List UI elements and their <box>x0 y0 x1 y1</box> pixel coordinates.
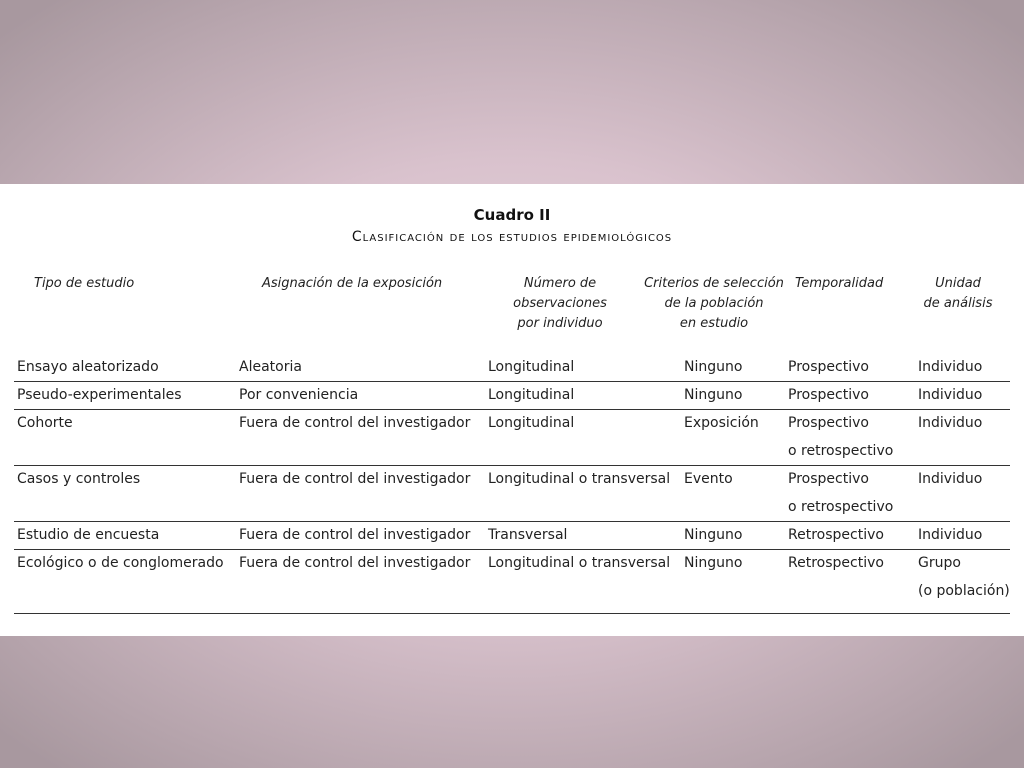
row-tipo: Ecológico o de conglomerado <box>17 555 224 571</box>
row-numero: Longitudinal <box>488 415 575 431</box>
row-temporalidad: Prospectivo <box>788 359 869 375</box>
table-row <box>14 409 1010 465</box>
row-numero: Longitudinal o transversal <box>488 555 671 571</box>
header-criterios <box>644 274 784 334</box>
table-panel <box>0 184 1024 636</box>
row-unidad: Individuo <box>918 471 983 487</box>
header-criterios-line: en estudio <box>679 316 749 331</box>
table-row <box>14 381 1010 409</box>
table-title: Cuadro II <box>473 206 551 224</box>
header-temporalidad: Temporalidad <box>795 276 884 291</box>
row-tipo: Casos y controles <box>17 471 141 487</box>
header-numero-line: observaciones <box>513 296 607 311</box>
header-unidad-line: Unidad <box>935 276 981 291</box>
table-subtitle: Clasificación de los estudios epidemiológicos <box>351 229 673 245</box>
header-criterios-line: Criterios de selección <box>644 276 784 291</box>
table-row <box>14 549 1010 605</box>
row-temporalidad: Prospectivo <box>788 471 869 487</box>
row-criterios: Ninguno <box>684 387 743 403</box>
header-asignacion: Asignación de la exposición <box>262 276 443 291</box>
row-asignacion: Aleatoria <box>239 359 302 375</box>
row-asignacion: Fuera de control del investigador <box>239 555 471 571</box>
row-unidad: Individuo <box>918 359 983 375</box>
header-numero-line: Número de <box>523 276 597 291</box>
row-temporalidad: Retrospectivo <box>788 555 884 571</box>
row-unidad: Individuo <box>918 387 983 403</box>
row-tipo: Estudio de encuesta <box>17 527 160 543</box>
row-numero: Longitudinal <box>488 387 575 403</box>
row-asignacion: Fuera de control del investigador <box>239 527 471 543</box>
table-row <box>14 353 1010 381</box>
row-divider <box>14 613 1010 614</box>
row-unidad: (o población) <box>918 583 1010 599</box>
row-criterios: Ninguno <box>684 359 743 375</box>
row-temporalidad: Prospectivo <box>788 415 869 431</box>
header-numero-line: por individuo <box>517 316 603 331</box>
row-temporalidad: Prospectivo <box>788 387 869 403</box>
row-numero: Longitudinal <box>488 359 575 375</box>
row-asignacion: Por conveniencia <box>239 387 359 403</box>
row-numero: Longitudinal o transversal <box>488 471 671 487</box>
row-criterios: Ninguno <box>684 527 743 543</box>
header-unidad-line: de análisis <box>923 296 993 311</box>
row-temporalidad: Retrospectivo <box>788 527 884 543</box>
row-unidad: Individuo <box>918 415 983 431</box>
table-row <box>14 465 1010 521</box>
row-tipo: Cohorte <box>17 415 73 431</box>
header-criterios-line: de la población <box>664 296 764 311</box>
row-unidad: Individuo <box>918 527 983 543</box>
header-unidad <box>908 274 1008 314</box>
table-row <box>14 521 1010 549</box>
row-criterios: Evento <box>684 471 733 487</box>
row-tipo: Ensayo aleatorizado <box>17 359 159 375</box>
row-asignacion: Fuera de control del investigador <box>239 471 471 487</box>
row-criterios: Exposición <box>684 415 759 431</box>
row-unidad: Grupo <box>918 555 961 571</box>
header-tipo: Tipo de estudio <box>34 276 135 291</box>
row-tipo: Pseudo-experimentales <box>17 387 182 403</box>
row-temporalidad: o retrospectivo <box>788 443 894 459</box>
row-asignacion: Fuera de control del investigador <box>239 415 471 431</box>
header-numero <box>500 274 620 334</box>
row-criterios: Ninguno <box>684 555 743 571</box>
row-temporalidad: o retrospectivo <box>788 499 894 515</box>
row-numero: Transversal <box>488 527 568 543</box>
